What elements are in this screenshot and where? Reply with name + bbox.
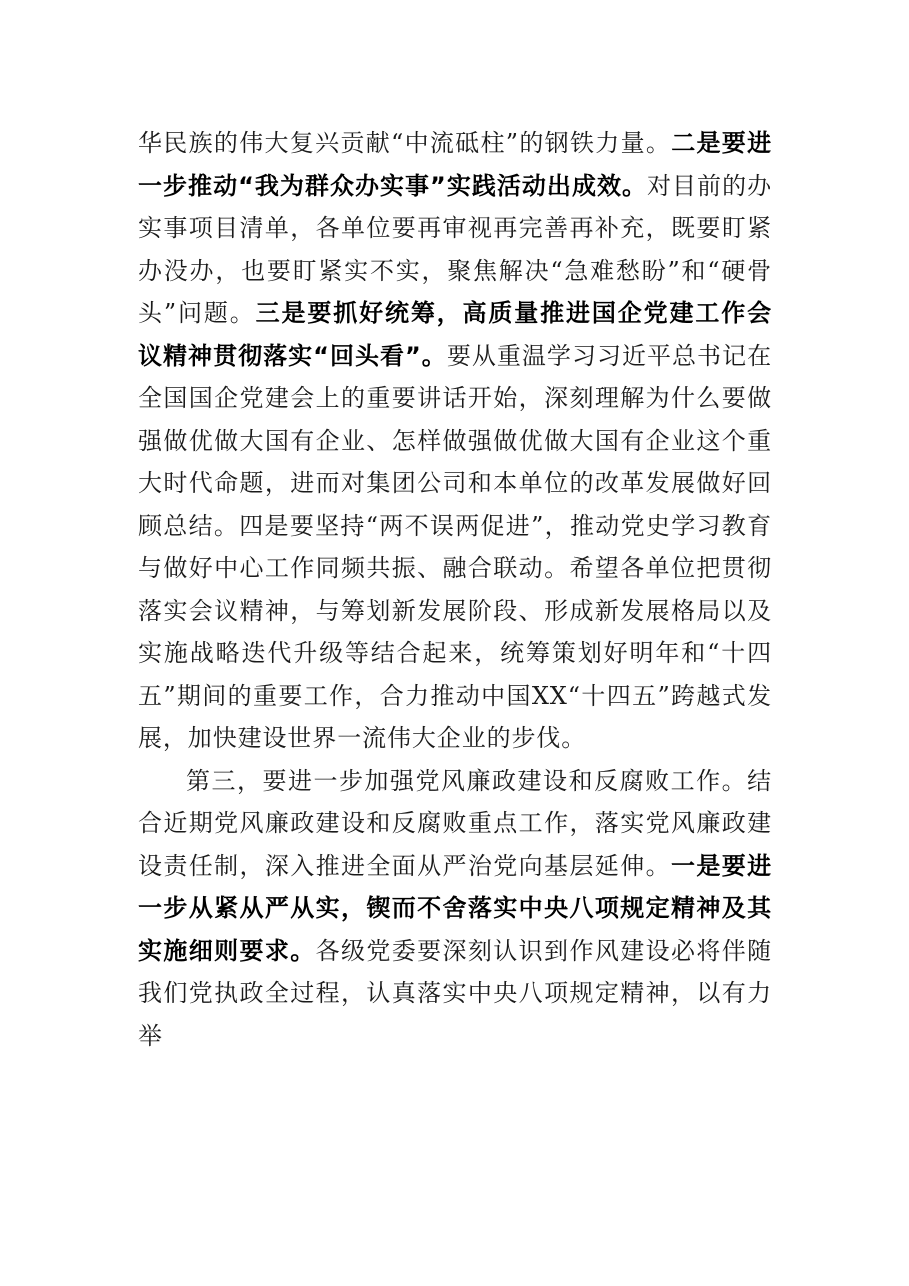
paragraph-1-text-3: 要从重温学习习近平总书记在全国国企党建会上的重要讲话开始，深刻理解为什么要做强做优做大国有企业、怎样做强做优做大国有企业这个重大时代命题，进而对集团公司和本单位的改革发展做好回顾总结。四是要坚持“两不误两促进”，推动党史学习教育与做好中心工作同频共振、融合联动。希望各单位把贯彻落实会议精神，与筹划新发展阶段、形成新发展格局以及实施战略迭代升级等结合起来，统筹策划好明年和“十四五”期间的重要工作，合力推动中国XX“十四五”跨越式发展，加快建设世界一流伟大企业的步伐。: [138, 341, 773, 752]
paragraph-2-text-1: 第三，要进一步加强党风廉政建设和反腐败工作。结合近期党风廉政建设和反腐败重点工作，落实党风廉政建设责任制，深入推进全面从严治党向基层延伸。: [138, 766, 772, 880]
document-page: [138, 122, 772, 1057]
paragraph-1-bold-heading-3: 三是要抓好统筹，高质量推进国企党建工作会议精神贯彻落实“回头看”。: [138, 299, 772, 370]
paragraph-1-text-1: 华民族的伟大复兴贡献“中流砥柱”的钢铁力量。: [138, 129, 672, 157]
paragraph-2-text-2: 各级党委要深刻认识到作风建设必将伴随我们党执政全过程，认真落实中央八项规定精神，以有力举: [138, 936, 772, 1050]
paragraph-2: [138, 760, 772, 1058]
paragraph-1-bold-heading-2: 二是要进一步推动“我为群众办实事”实践活动出成效。: [138, 129, 772, 200]
paragraph-2-bold-heading-1: 一是要进一步从紧从严从实，锲而不舍落实中央八项规定精神及其实施细则要求。: [138, 851, 772, 965]
paragraph-1: [138, 122, 772, 760]
paragraph-1-text-2: 对目前的办实事项目清单，各单位要再审视再完善再补充，既要盯紧办没办，也要盯紧实不实，聚焦解决“急难愁盼”和“硬骨头”问题。: [138, 171, 773, 327]
